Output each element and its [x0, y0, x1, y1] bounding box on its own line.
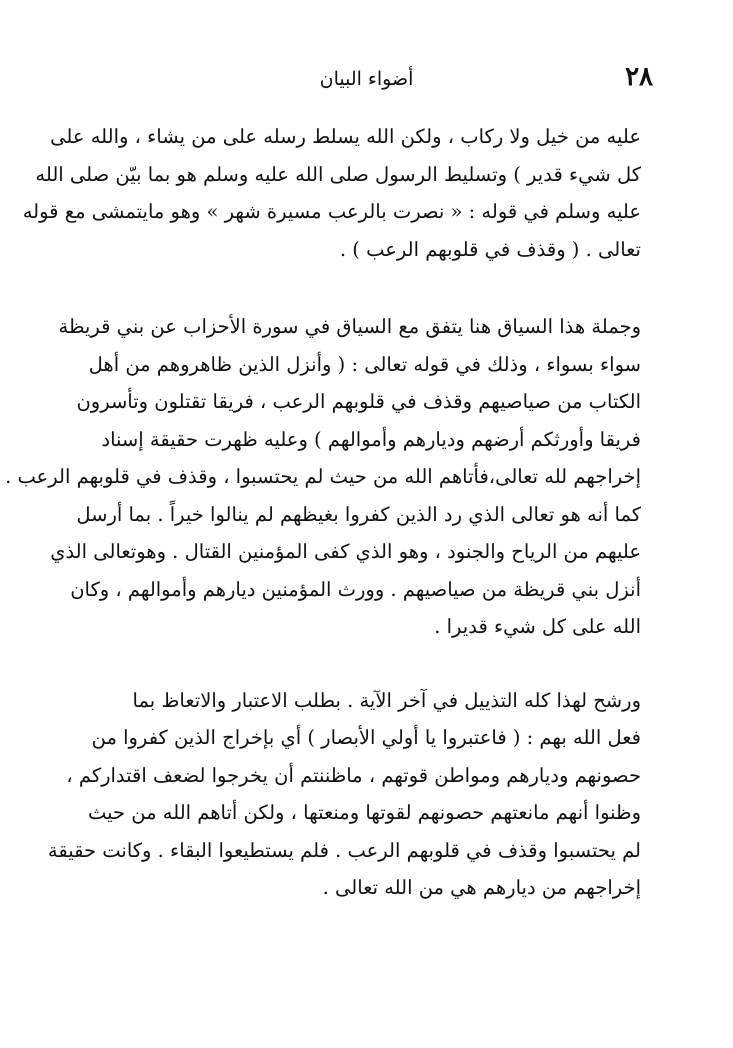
text-line: حصونهم وديارهم ومواطن قوتهم ، ماظننتم أن يخرجوا لضعف اقتداركم ، — [66, 763, 641, 787]
text-line: كما أنه هو تعالى الذي رد الذين كفروا بغيظهم لم ينالوا خيراً . بما أرسل — [76, 502, 641, 526]
paragraph-1 — [22, 118, 641, 268]
text-line: إخراجهم لله تعالى،فأتاهم الله من حيث لم يحتسبوا ، وقذف في قلوبهم الرعب . — [5, 465, 641, 488]
page-number: ٢٨ — [625, 62, 653, 92]
text-line: كل شيء قدير ) وتسليط الرسول صلى الله عليه وسلم هو بما بيّن صلى الله — [35, 162, 641, 186]
text-line: وظنوا أنهم مانعتهم حصونهم لقوتها ومنعتها ، ولكن أتاهم الله من حيث — [88, 801, 641, 824]
text-line: فعل الله بهم : ( فاعتبروا يا أولي الأبصار ) أي بإخراج الذين كفروا من — [91, 726, 641, 749]
page-header — [80, 62, 653, 98]
text-line: عليه وسلم في قوله : « نصرت بالرعب مسيرة شهر » وهو مايتمشى مع قوله — [22, 200, 641, 223]
text-line: وجملة هذا السياق هنا يتفق مع السياق في سورة الأحزاب عن بني قريظة — [58, 315, 641, 338]
running-title: أضواء البيان — [319, 68, 414, 90]
text-line: تعالى . ( وقذف في قلوبهم الرعب ) . — [339, 237, 641, 261]
text-line: عليهم من الرياح والجنود ، وهو الذي كفى المؤمنين القتال . وهوتعالى الذي — [50, 540, 641, 563]
text-line: أنزل بني قريظة من صياصيهم . وورث المؤمنين ديارهم وأموالهم ، وكان — [70, 577, 641, 601]
text-line: الله على كل شيء قديرا . — [434, 615, 641, 638]
text-line: الكتاب من صياصيهم وقذف في قلوبهم الرعب ، فريقا تقتلون وتأسرون — [76, 390, 641, 413]
text-line: فريقا وأورثكم أرضهم وديارهم وأموالهم ) وعليه ظهرت حقيقة إسناد — [101, 427, 641, 451]
text-line: إخراجهم من ديارهم هي من الله تعالى . — [322, 876, 641, 899]
paragraph-2 — [5, 308, 641, 646]
paragraph-3 — [47, 682, 641, 907]
text-line: سواء بسواء ، وذلك في قوله تعالى : ( وأنزل الذين ظاهروهم من أهل — [88, 352, 641, 376]
text-line: ورشح لهذا كله التذييل في آخر الآية . بطلب الاعتبار والاتعاظ بما — [132, 688, 641, 712]
text-line: عليه من خيل ولا ركاب ، ولكن الله يسلط رسله على من يشاء ، والله على — [50, 125, 641, 148]
body-text — [5, 118, 641, 933]
text-line: لم يحتسبوا وقذف في قلوبهم الرعب . فلم يستطيعوا البقاء . وكانت حقيقة — [47, 838, 641, 862]
